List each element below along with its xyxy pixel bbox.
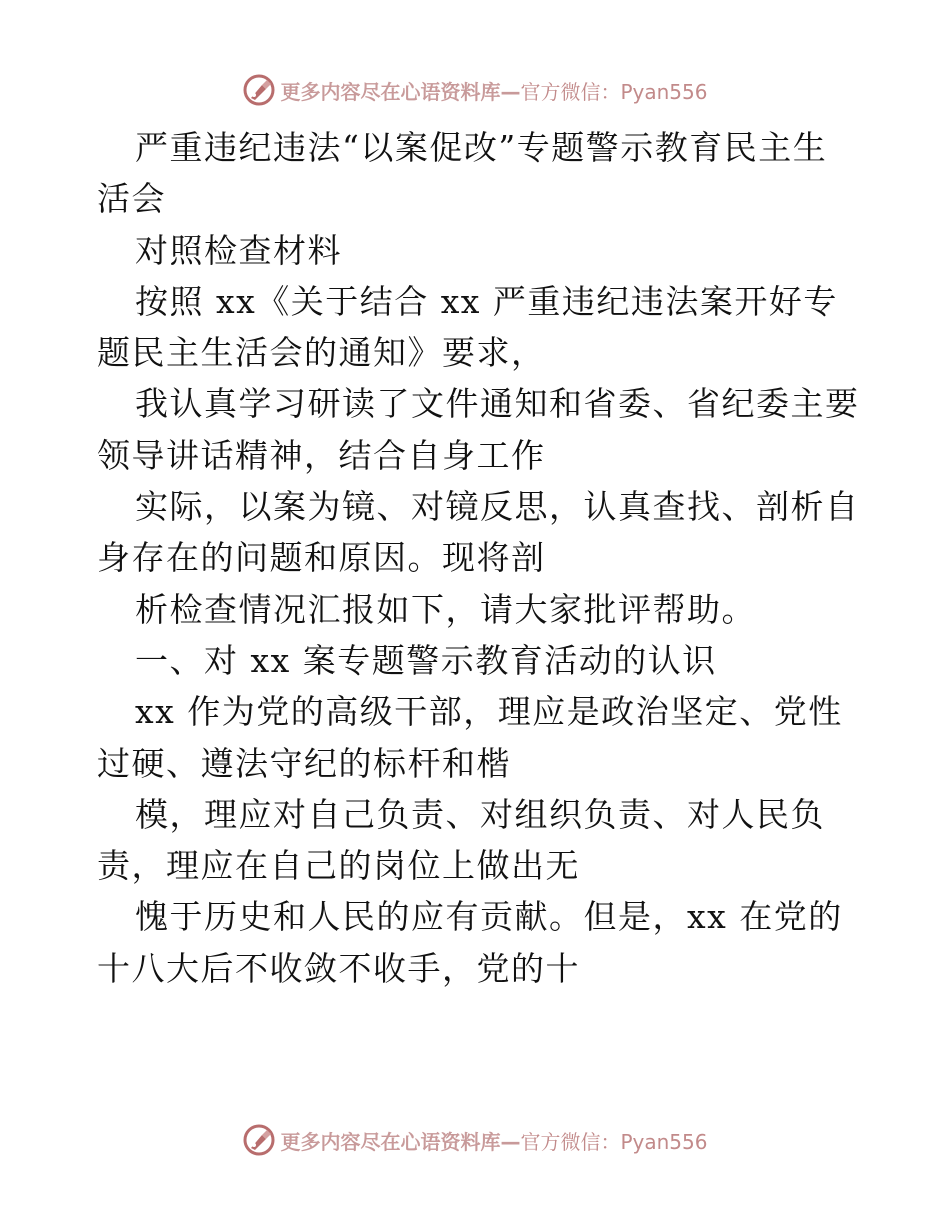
text-line: 一、对 xx 案专题警示教育活动的认识 xyxy=(135,640,717,680)
text-line: 题民主生活会的通知》要求， xyxy=(97,333,546,373)
text-line: 领导讲话精神，结合自身工作 xyxy=(97,435,546,475)
text-line: 愧于历史和人民的应有贡献。但是，xx 在党的 xyxy=(135,897,843,937)
pen-nib-seal-logo xyxy=(242,73,276,107)
text-line: 责，理应在自己的岗位上做出无 xyxy=(97,846,580,886)
text-line: 十八大后不收敛不收手，党的十 xyxy=(97,948,580,988)
text-line: 活会 xyxy=(97,179,166,219)
text-line: xx 作为党的高级干部，理应是政治坚定、党性 xyxy=(135,692,843,732)
text-line: 过硬、遵法守纪的标杆和楷 xyxy=(97,743,511,783)
document-body xyxy=(97,122,860,994)
text-line: 身存在的问题和原因。现将剖 xyxy=(97,538,546,578)
header-watermark-banner xyxy=(0,70,950,110)
text-line: 模，理应对自己负责、对组织负责、对人民负 xyxy=(135,794,825,834)
text-line: 实际，以案为镜、对镜反思，认真查找、剖析自 xyxy=(135,487,860,527)
pen-nib-seal-logo xyxy=(242,1123,276,1157)
text-line: 对照检查材料 xyxy=(135,230,342,270)
text-line: 严重违纪违法“以案促改”专题警示教育民主生 xyxy=(135,128,828,167)
watermark-text: 更多内容尽在心语资料库—官方微信：Pyan556 xyxy=(280,1129,708,1154)
text-line: 我认真学习研读了文件通知和省委、省纪委主要 xyxy=(135,384,860,424)
watermark-text: 更多内容尽在心语资料库—官方微信：Pyan556 xyxy=(280,79,708,104)
footer-watermark-banner xyxy=(0,1120,950,1160)
text-line: 析检查情况汇报如下，请大家批评帮助。 xyxy=(135,589,756,629)
text-line: 按照 xx《关于结合 xx 严重违纪违法案开好专 xyxy=(135,281,838,321)
